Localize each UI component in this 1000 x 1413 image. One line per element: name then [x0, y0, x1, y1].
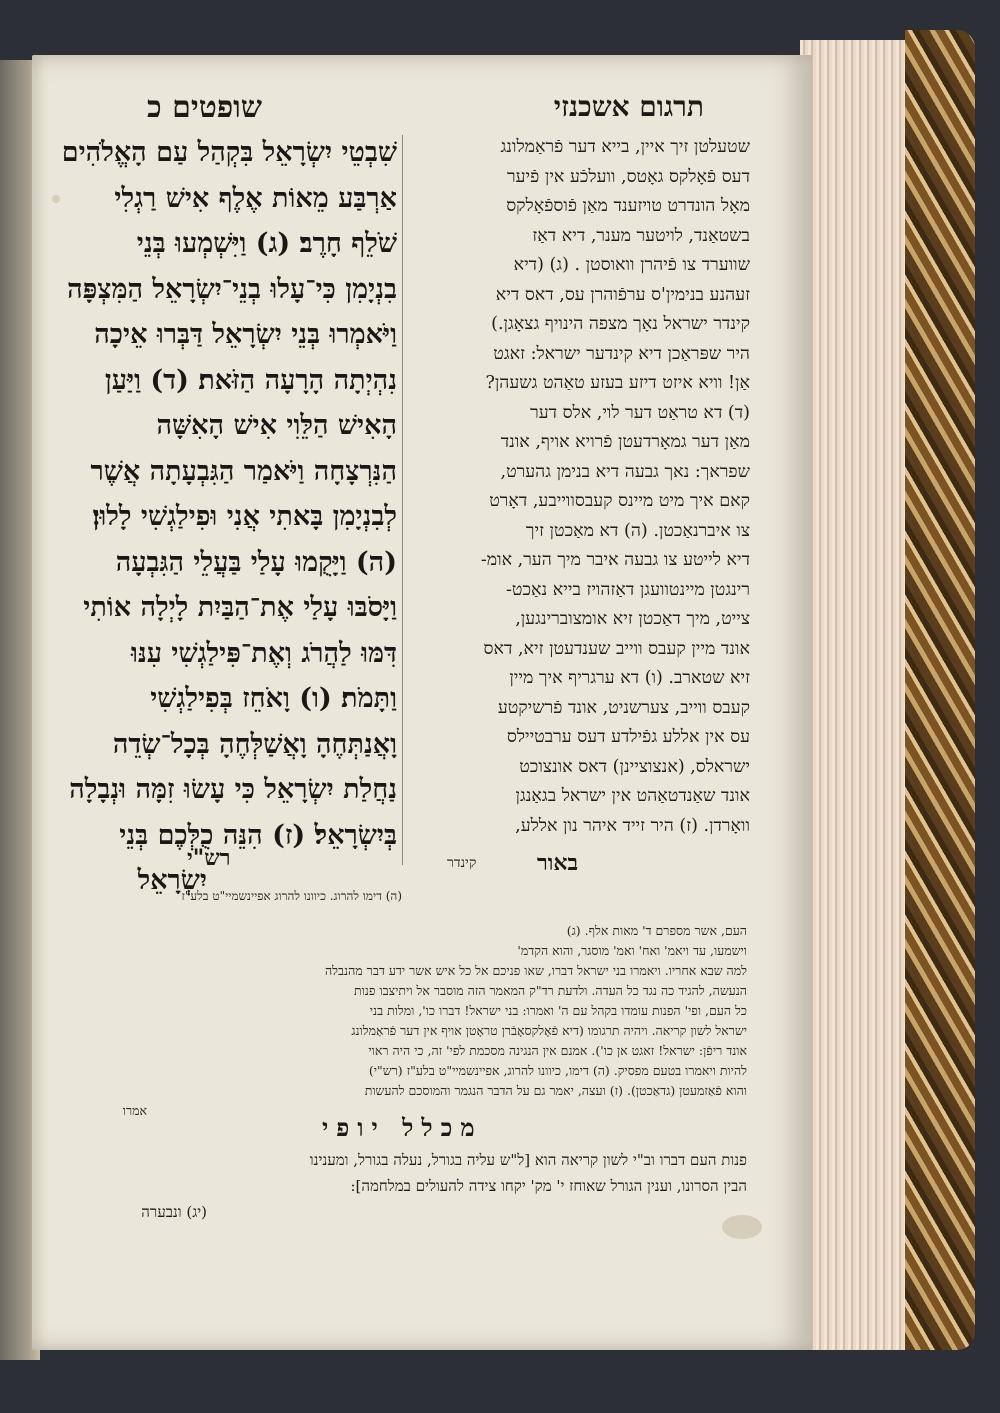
targum-line: מאָל הונדרט טויזענד מאַן פֿוספֿאָלקס — [506, 196, 750, 216]
targum-line: וואָרדן. (ז) היר זייד איהר נון אללע, — [515, 815, 750, 836]
biur-line: למה שבא אחריו. ויאמרו בני ישראל דברו, שאו פניכם אל כל איש אשר ידע דבר מהנבלה — [324, 963, 747, 978]
targum-column — [410, 133, 750, 841]
biur-line: ישראל לשון קריאה. ויהיה תרגומו (דיא פֿאָלקסאָבֿרן טראָטן אויף אין דער פֿראַמלונג — [351, 1023, 747, 1038]
running-header-book-chapter: שופטים כ — [147, 90, 263, 125]
hebrew-line: וַתָּמֹת׃ (ו) וָאֹחֵז בְּפִילַגְשִׁי — [150, 683, 397, 714]
targum-line: היר שפּראַכן דיא קינדער ישראל: זאגט — [493, 343, 750, 364]
targum-line: רינגטן מיינטוועגן דאַזהויז בייא נאַכט- — [506, 579, 750, 600]
targum-line: קאם איך מיט מיינס קעבסווייבע, דאָרט — [489, 491, 750, 511]
hebrew-line: דִּמּוּ לַהֲרֹג וְאֶת־פִּילַגְשִׁי עִנּוּ — [131, 637, 397, 669]
targum-line: צייט, מיך דאַכטן זיא אומצוברינגען, — [515, 609, 750, 629]
hebrew-line: שֹׁלֵף חָרֶב׃ (ג) וַיִּשְׁמְעוּ בְּנֵי — [136, 228, 397, 259]
catchword: קינדר — [447, 855, 477, 871]
rashi-heading: רש"י — [187, 845, 231, 871]
targum-line: עס אין אללע גפֿילדע דעס ערבטיילס — [506, 727, 750, 747]
targum-line: (ד) דא טראַט דער לוי, אלס דער — [530, 402, 750, 423]
biur-line: העם, אשר מספרם ד' מאות אלף. (ג) — [566, 923, 747, 938]
mikhlal-yofi-text — [47, 1147, 747, 1225]
targum-line: אונד מיין קעבס ווייב שענדעטן זיא, דאס — [483, 638, 750, 659]
biur-line: הנעשה, להגיד כה נגד כל העדה. ולדעת רד"ק המאמר הזה מוסבר אל ויתיצבו פנות — [353, 983, 747, 998]
hebrew-line: הַנִּרְצָחָה וַיֹּאמַר הַגִּבְעָתָה אֲשֶׁר — [90, 455, 397, 487]
targum-line: זיא שטארב. (ו) דא ערגריף איך מיין — [509, 668, 750, 688]
marbled-book-edge — [905, 30, 975, 1350]
biur-line: אמרו — [122, 1103, 147, 1118]
hebrew-line: יִשְׂרָאֵל — [137, 865, 207, 896]
rashi-commentary: (ה) דימו להרוג. כיוונו להרוג אפיינשמיי"ט בלע"ז — [181, 889, 402, 903]
targum-line: שפראך: נאך גבעה דיא בנימן גהערט, — [500, 461, 750, 482]
hebrew-line: וַיֹּאמְרוּ בְּנֵי יִשְׂרָאֵל דַּבְּרוּ אֵיכָה — [94, 319, 397, 350]
biur-line: והוא פֿאַזמעטן (גדאַכטן). (ז) ועצה, יאמר גם על הדבר הנגמר והמוסכם להעשות — [364, 1083, 747, 1098]
hebrew-line: הָאִישׁ הַלֵּוִי אִישׁ הָאִשָּׁה — [156, 410, 397, 441]
targum-line: שטעלטן זיך איין, בייא דער פֿראַמלונג — [500, 137, 750, 157]
targum-line: שווערד צו פֿיהרן וואוסטן . (ג) (דיא — [513, 255, 750, 275]
targum-line: אַן! וויא איזט דיזע בעזע טאַהט גשעהן? — [485, 373, 750, 393]
biur-line: וישמעו, עד ויאמ' ואח' ואמ' מוסגר, והוא הקדמ' — [517, 943, 747, 958]
column-divider — [402, 135, 403, 865]
page-edges — [800, 40, 920, 1350]
biur-line: להיות ויאמרו בטעם מפסיק. (ה) דימו, כיוונו להרוג, אפיינשמיי"ט בלע"ז (רש"י) — [368, 1063, 747, 1078]
mikhlal-line: הבין הסרונו, וענין הגורל שאוחז י' מק' יקחו צידה להעולים במלחמה]: — [350, 1177, 747, 1195]
hebrew-line: לְבִנְיָמִן בָּאתִי אֲנִי וּפִילַגְשִׁי לָלוּן׃ — [92, 501, 397, 532]
hebrew-line: נַחֲלַת יִשְׂרָאֵל כִּי עָשׂוּ זִמָּה וּנְבָלָה — [69, 774, 397, 805]
mikhlal-yofi-heading: מכלל יופי — [322, 1113, 483, 1142]
page-stain — [52, 195, 60, 203]
mikhlal-line: פנות העם דברו וב"י לשון קריאה הוא [ל"ש עליה בגורל, נעלה בגורל, ומענינו — [309, 1151, 747, 1169]
targum-line: דיא לייטע צו גבעה איבר מיך הער, אומ- — [480, 550, 750, 570]
hebrew-line: וַיָּסֹבּוּ עָלַי אֶת־הַבַּיִת לָיְלָה אוֹתִי — [83, 592, 397, 623]
hebrew-line: נִהְיְתָה הָרָעָה הַזֹּאת׃ (ד) וַיַּעַן — [104, 364, 397, 396]
hebrew-line: (ה) וַיָּקֻמוּ עָלַי בַּעֲלֵי הַגִּבְעָה — [115, 546, 397, 578]
hebrew-line: אַרְבַּע מֵאוֹת אֶלֶף אִישׁ רַגְלִי — [114, 182, 397, 214]
biur-heading: באור — [537, 850, 579, 876]
targum-line: בשטאַנד, לויטער מענר, דיא דאַז — [532, 225, 750, 246]
targum-line: אונד שאַנדטאַהט אין ישראל בגאַנגן — [515, 786, 750, 806]
targum-line: זעהנע בנימין'ס ערפֿוהרן עס, דאס דיא — [495, 284, 750, 305]
book-page — [32, 55, 812, 1350]
hebrew-line: בִנְיָמִן כִּי־עָלוּ בְנֵי־יִשְׂרָאֵל הַמִּצְפָּה — [67, 273, 397, 305]
targum-line: ישראלס, (אנצוציינן) דאס אונצוכט — [519, 756, 750, 777]
hebrew-line: וָאֲנַתְּחֶהָ וָאֲשַׁלְּחֶהָ בְּכָל־שְׂדֵה — [112, 728, 397, 760]
hebrew-line: שִׁבְטֵי יִשְׂרָאֵל בִּקְהַל עַם הָאֱלֹהִים — [62, 137, 397, 168]
hebrew-text-column — [62, 130, 397, 904]
running-header-targum: תרגום אשכנזי — [553, 90, 704, 123]
targum-line: צו איברנאַכטן. (ה) דא מאַכטן זיך — [525, 520, 750, 541]
targum-line: קעבס ווייב, צערשניט, אונד פֿרשיקטע — [497, 697, 750, 718]
biur-line: אונד ריפֿן: ישראל! זאגט אן כו'). אמנם אין הנגינה מסכמת לפי' זה, כי היה ראוי — [368, 1043, 747, 1058]
hebrew-line: בְּיִשְׂרָאֵל׃ (ז) הִנֵּה כֻלְּכֶם בְּנֵי — [119, 819, 397, 851]
targum-line: מאַן דער גמאָרדעטן פֿרויא אויף, אונד — [500, 432, 750, 452]
biur-line: כל העם, ופי' הפנות עומדו בקהל עם ה' ואמרו: בני ישראל! דברו כו', ומלות בני — [369, 1003, 747, 1018]
biur-commentary — [47, 921, 747, 1121]
targum-line: קינדר ישראל נאָך מצפה הינויף גצאָגן.) — [491, 314, 750, 334]
targum-line: דעס פֿאָלקס גאָטס, וועלכֿע אין פֿיער — [507, 166, 750, 187]
mikhlal-line: (יג) ונבערה — [141, 1203, 207, 1221]
